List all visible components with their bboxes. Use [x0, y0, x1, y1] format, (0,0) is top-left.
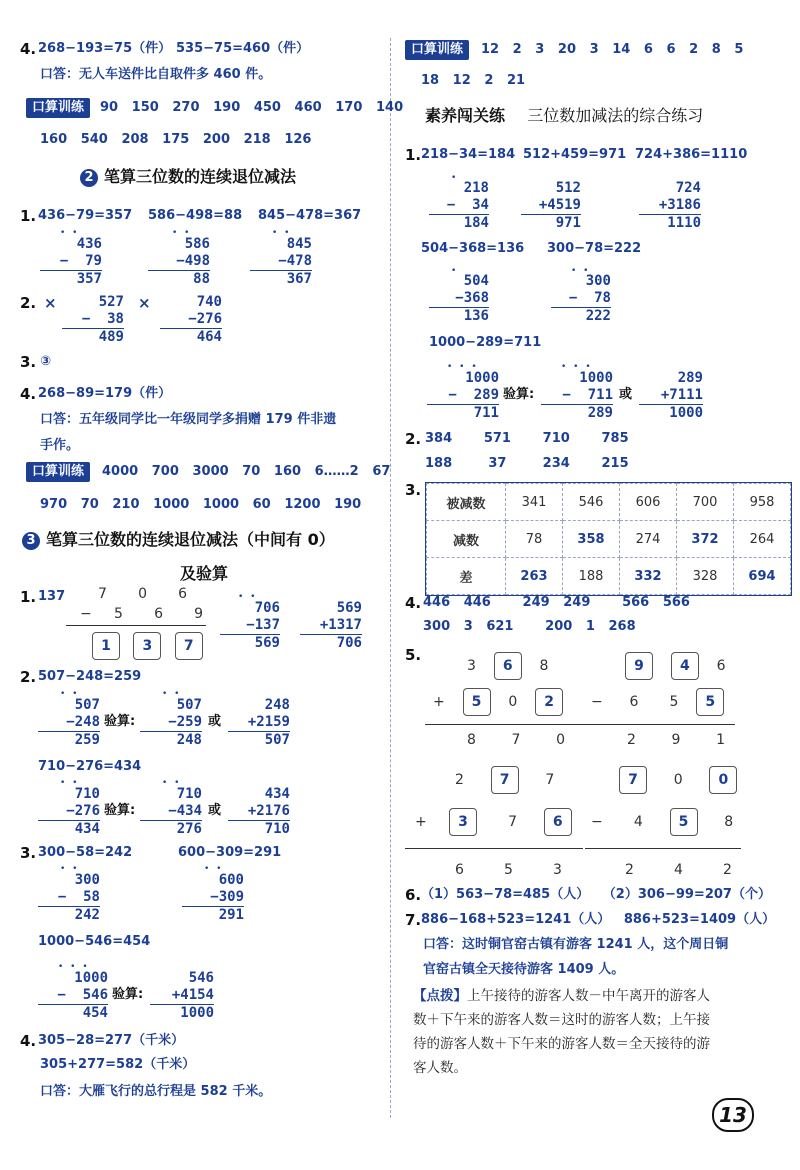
r-q7-answer1: 口答：这时铜官窑古镇有游客 1241 人，这个周日铜: [423, 937, 729, 952]
s2q3-answer: ③: [40, 354, 52, 369]
table-header: 被减数: [427, 484, 506, 521]
tip-note: 【点拨】上午接待的游客人数－中午离开的游客人 数＋下午来的游客人数＝这时的游客人数；上午接 待的游客人数＋下午来的游客人数＝全天接待的游 客人数。: [413, 988, 710, 1076]
s2q4-answer1: 口答：五年级同学比一年级同学多捐赠 179 件非遗: [40, 412, 337, 427]
section-2-title: 2 笔算三位数的连续退位减法: [80, 167, 296, 187]
q4-number: 4.: [20, 40, 37, 58]
borrow-dots: • •: [60, 689, 80, 699]
section-3-title: 3 笔算三位数的连续退位减法（中间有 0）: [22, 530, 335, 550]
table-cell: 341: [506, 484, 563, 521]
wrong-mark: ×: [138, 294, 151, 312]
table-cell: 328: [677, 558, 734, 595]
check-label: 验算:: [112, 987, 144, 1002]
s3q4-eq1: 305−28=277（千米）: [38, 1033, 185, 1048]
vertical-calc: 507 −248 259: [38, 697, 100, 749]
answer-box: 7: [175, 632, 203, 660]
answer-box: 3: [449, 808, 477, 836]
answer-box: 3: [133, 632, 161, 660]
table-row: [427, 558, 791, 595]
or-label: 或: [619, 387, 633, 402]
borrow-dots: • •: [162, 689, 182, 699]
r-q1-eq6: 1000−289=711: [429, 335, 542, 350]
vertical-calc: 724 +3186 1110: [639, 180, 701, 232]
vertical-calc: 436 − 79 357: [40, 236, 102, 288]
oral-training-row2: 160 540 208 175 200 218 126: [40, 132, 312, 147]
puzzle-3-top: 2 7 7: [455, 766, 554, 794]
puzzle-3-result: 6 5 3: [455, 862, 562, 878]
table-cell: 358: [563, 521, 620, 558]
right-column: [395, 0, 800, 1170]
vertical-calc: 710 −434 276: [140, 786, 202, 838]
s3q4-eq2: 305+277=582（千米）: [40, 1057, 196, 1072]
puzzle-4-result: 2 4 2: [625, 862, 732, 878]
s2q4-number: 4.: [20, 385, 37, 403]
check-label: 验算:: [503, 387, 535, 402]
r-q4-row2: 300 3 621 200 1 268: [423, 619, 636, 634]
answer-box: 5: [696, 688, 724, 716]
r-q3-number: 3.: [405, 481, 422, 499]
vertical-calc: 300 − 58 242: [38, 872, 100, 924]
s3q2-eq1: 507−248=259: [38, 669, 142, 684]
check-label: 验算:: [104, 714, 136, 729]
borrow-dots: • •: [272, 228, 292, 238]
table-cell: 332: [620, 558, 677, 595]
table-cell: 546: [563, 484, 620, 521]
oral-training-row2: 970 70 210 1000 1000 60 1200 190: [40, 497, 362, 512]
puzzle-2-mid: − 6 5 5: [591, 688, 724, 716]
s2q4-answer2: 手作。: [40, 438, 80, 453]
table-header: 减数: [427, 521, 506, 558]
puzzle-4-rule: [585, 848, 741, 849]
answer-box: 6: [544, 808, 572, 836]
s3q4-answer: 口答：大雁飞行的总行程是 582 千米。: [40, 1084, 272, 1099]
r-q1-number: 1.: [405, 146, 422, 164]
vertical-calc: 289 +7111 1000: [639, 370, 703, 422]
section-2-badge: 2: [80, 169, 98, 187]
answer-box: 7: [619, 766, 647, 794]
borrow-dots: • •: [571, 266, 591, 276]
vertical-calc: 1000 − 289 711: [427, 370, 499, 422]
borrow-dots: • • •: [447, 362, 479, 372]
borrow-dots: • •: [162, 778, 182, 788]
answer-box: 5: [670, 808, 698, 836]
s2q1-eq1: 436−79=357: [38, 208, 133, 223]
s3q3-eq2: 600−309=291: [178, 845, 282, 860]
section-3-badge: 3: [22, 532, 40, 550]
borrow-dots: • •: [204, 864, 224, 874]
table-cell: 606: [620, 484, 677, 521]
answer-box: 1: [92, 632, 120, 660]
table-cell: 694: [734, 558, 791, 595]
vertical-calc: 706 −137 569: [220, 600, 280, 652]
table-cell: 274: [620, 521, 677, 558]
s2q1-eq3: 845−478=367: [258, 208, 362, 223]
answer-box: 0: [709, 766, 737, 794]
borrow-dots: • •: [60, 778, 80, 788]
borrow-dots: • •: [238, 592, 258, 602]
s3q1-boxes: [92, 632, 203, 660]
puzzle-2-top: 9 4 6: [625, 652, 726, 680]
s3q3-eq1: 300−58=242: [38, 845, 133, 860]
oral-training-row1: 12 2 3 20 3 14 6 6 2 8 5: [481, 42, 744, 57]
table-cell: 188: [563, 558, 620, 595]
oral-training-row2: 18 12 2 21: [421, 73, 526, 88]
s3q1-mid-row: − 5 6 9: [80, 606, 204, 622]
table-row: [427, 484, 791, 521]
s3q4-number: 4.: [20, 1032, 37, 1050]
vertical-calc: 845 −478 367: [250, 236, 312, 288]
puzzle-2-rule: [585, 724, 735, 725]
puzzle-2-result: 2 9 1: [627, 732, 725, 748]
s3q1-rule: [66, 625, 206, 626]
vertical-calc: 546 +4154 1000: [150, 970, 214, 1022]
vertical-calc: 710 −276 434: [38, 786, 100, 838]
vertical-calc: 1000 − 546 454: [38, 970, 108, 1022]
borrow-dots: • •: [172, 228, 192, 238]
s3q1-top-row: 7 0 6: [98, 586, 188, 602]
vertical-calc: 1000 − 711 289: [541, 370, 613, 422]
s2q4-eq: 268−89=179（件）: [38, 386, 172, 401]
r-q1-eq5: 300−78=222: [547, 241, 642, 256]
page-number: 13: [712, 1098, 754, 1132]
vertical-calc: 507 −259 248: [140, 697, 202, 749]
r-q4-number: 4.: [405, 594, 422, 612]
column-divider: [390, 38, 391, 1118]
r-q5-number: 5.: [405, 646, 422, 664]
vertical-calc: 434 +2176 710: [228, 786, 290, 838]
r-q7-answer2: 官窑古镇全天接待游客 1409 人。: [423, 962, 625, 977]
answer-box: 9: [625, 652, 653, 680]
vertical-calc: 586 −498 88: [148, 236, 210, 288]
table-cell: 958: [734, 484, 791, 521]
table-cell: 263: [506, 558, 563, 595]
r-q6-text: （1）563−78=485（人） （2）306−99=207（个）: [421, 887, 771, 902]
subtraction-table: [425, 482, 792, 596]
oral-training-tag: 口算训练: [26, 98, 90, 118]
puzzle-1-result: 8 7 0: [467, 732, 565, 748]
q4-answer: 口答：无人车送件比自取件多 460 件。: [40, 67, 272, 82]
r-q1-eq1: 218−34=184: [421, 147, 516, 162]
r-q1-eq4: 504−368=136: [421, 241, 525, 256]
vertical-calc: 569 +1317 706: [300, 600, 362, 652]
borrow-dots: • •: [60, 864, 80, 874]
subtraction-table-grid: [426, 483, 791, 595]
r-q2-row1: 384 571 710 785: [425, 431, 629, 446]
answer-box: 2: [535, 688, 563, 716]
vertical-calc: 218 − 34 184: [429, 180, 489, 232]
s3q2-number: 2.: [20, 668, 37, 686]
table-header: 差: [427, 558, 506, 595]
vertical-calc: 527 − 38 489: [62, 294, 124, 346]
table-cell: 700: [677, 484, 734, 521]
puzzle-1-rule: [425, 724, 595, 725]
answer-box: 7: [491, 766, 519, 794]
wrong-mark: ×: [44, 294, 57, 312]
practice-heading: 素养闯关练 三位数加减法的综合练习: [425, 106, 704, 125]
vertical-calc: 512 +4519 971: [521, 180, 581, 232]
s3q3-number: 3.: [20, 844, 37, 862]
vertical-calc: 248 +2159 507: [228, 697, 290, 749]
table-row: [427, 521, 791, 558]
vertical-calc: 504 −368 136: [429, 273, 489, 325]
s2q2-number: 2.: [20, 294, 37, 312]
r-q2-number: 2.: [405, 430, 422, 448]
s3q1-value: 137: [38, 589, 66, 604]
puzzle-3-rule: [405, 848, 583, 849]
s2q1-number: 1.: [20, 207, 37, 225]
q4-eq1: 268−193=75（件）: [38, 41, 172, 56]
r-q1-eq2: 512+459=971: [523, 147, 627, 162]
table-cell: 372: [677, 521, 734, 558]
borrow-dots: •: [451, 173, 459, 183]
r-q7-number: 7.: [405, 911, 422, 929]
s3q1-number: 1.: [20, 588, 37, 606]
check-label: 验算:: [104, 803, 136, 818]
s2q3-number: 3.: [20, 353, 37, 371]
oral-training-tag: 口算训练: [405, 40, 469, 60]
oral-training-row1: 90 150 270 190 450 460 170 140: [100, 100, 404, 115]
answer-box: 5: [463, 688, 491, 716]
puzzle-3-mid: + 3 7 6: [415, 808, 572, 836]
puzzle-4-mid: − 4 5 8: [591, 808, 733, 836]
oral-training-row1: 4000 700 3000 70 160 6……2 67: [102, 464, 391, 479]
oral-training-tag: 口算训练: [26, 462, 90, 482]
r-q4-row1: 446 446 249 249 566 566: [423, 595, 690, 610]
puzzle-4-top: 7 0 0: [619, 766, 737, 794]
table-cell: 78: [506, 521, 563, 558]
s3q3-eq3: 1000−546=454: [38, 934, 151, 949]
s3q2-eq2: 710−276=434: [38, 759, 142, 774]
tip-label: 【点拨】: [413, 988, 467, 1004]
or-label: 或: [208, 803, 222, 818]
r-q6-number: 6.: [405, 886, 422, 904]
or-label: 或: [208, 714, 222, 729]
vertical-calc: 600 −309 291: [182, 872, 244, 924]
vertical-calc: 740 −276 464: [160, 294, 222, 346]
answer-box: 6: [494, 652, 522, 680]
q4-eq2: 535−75=460（件）: [176, 41, 310, 56]
answer-box: 4: [671, 652, 699, 680]
r-q2-row2: 188 37 234 215: [425, 456, 629, 471]
borrow-dots: • • •: [561, 362, 593, 372]
borrow-dots: • • •: [58, 962, 90, 972]
r-q7-text: 886−168+523=1241（人） 886+523=1409（人）: [421, 912, 776, 927]
puzzle-1-mid: + 5 0 2: [433, 688, 593, 716]
r-q1-eq3: 724+386=1110: [635, 147, 748, 162]
borrow-dots: •: [451, 266, 459, 276]
s2q1-eq2: 586−498=88: [148, 208, 243, 223]
vertical-calc: 300 − 78 222: [551, 273, 611, 325]
table-cell: 264: [734, 521, 791, 558]
section-3-title-line2: 及验算: [180, 564, 229, 583]
borrow-dots: • •: [60, 228, 80, 238]
puzzle-1-top: 3 6 8: [467, 652, 587, 680]
